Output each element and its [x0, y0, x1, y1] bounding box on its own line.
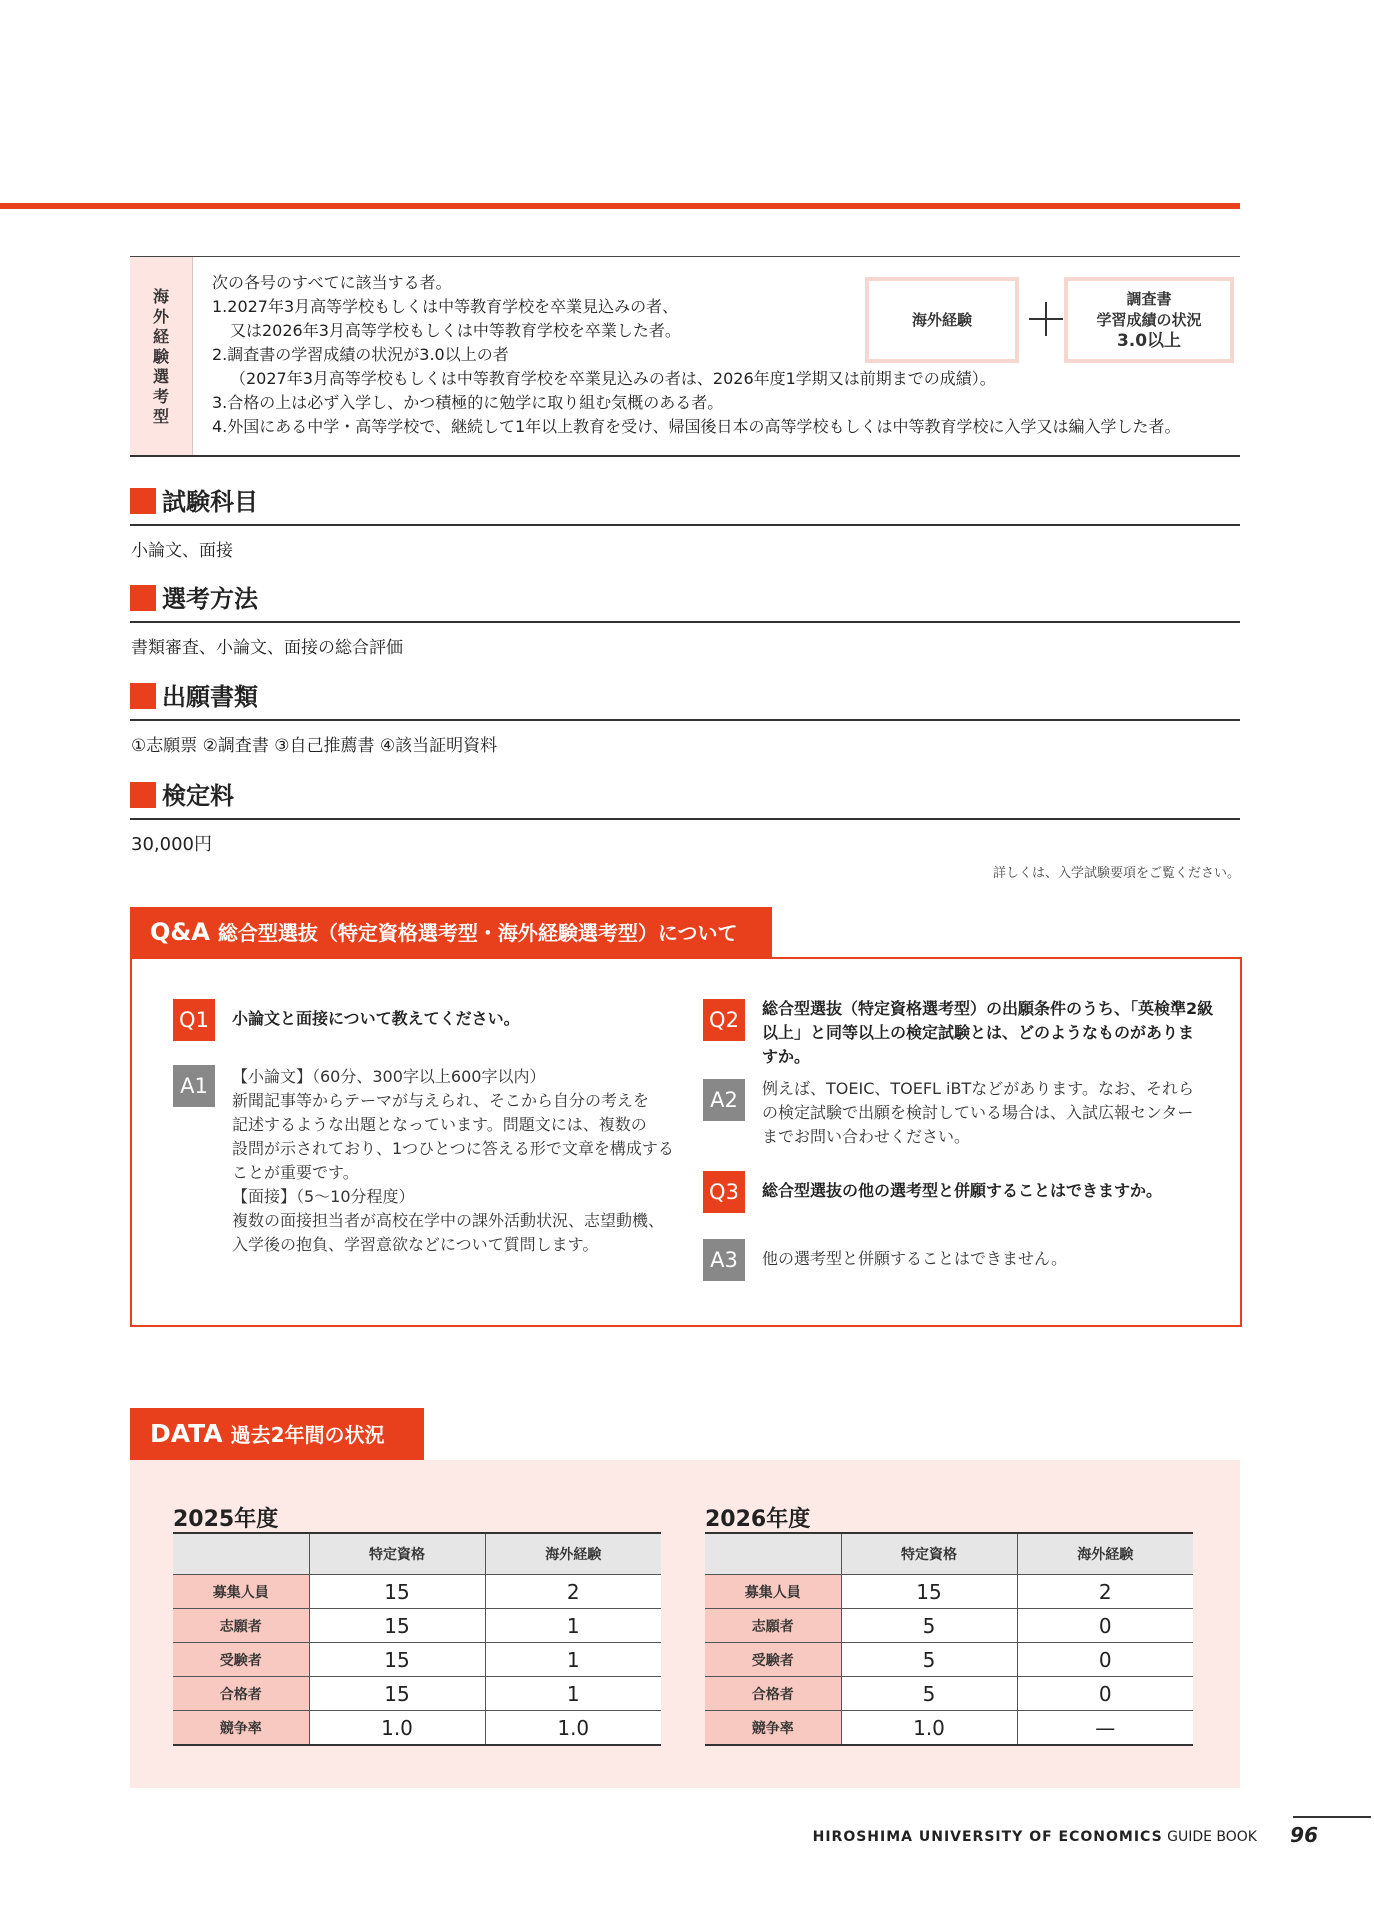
- section-heading-documents: [130, 679, 1240, 721]
- q3-text: [762, 1179, 1162, 1203]
- section-body-documents: ①志願票 ②調査書 ③自己推薦書 ④該当証明資料: [131, 736, 498, 756]
- table-row: [705, 1677, 1193, 1711]
- section-heading-subjects: [130, 484, 1240, 526]
- section-heading-fee: [130, 778, 1240, 820]
- a1-badge: A1: [173, 1065, 215, 1107]
- section-marker: [130, 782, 156, 808]
- row-header: 受験者: [705, 1643, 841, 1677]
- section-heading-method: [130, 581, 1240, 623]
- row-header: 競争率: [173, 1711, 309, 1746]
- table-cell: 1.0: [309, 1711, 485, 1746]
- table-corner: [173, 1533, 309, 1575]
- table-cell: 2: [1017, 1575, 1193, 1609]
- qa-tab-prefix: Q&A: [150, 918, 210, 946]
- stats-table-2025: [173, 1532, 661, 1746]
- q1-badge: Q1: [173, 999, 215, 1041]
- section-marker: [130, 585, 156, 611]
- eligibility-line: 2.調査書の学習成績の状況が3.0以上の者: [212, 345, 509, 364]
- table-cell: 1.0: [485, 1711, 661, 1746]
- section-title: 出願書類: [162, 683, 258, 711]
- qa-tab: [130, 907, 772, 957]
- section-marker: [130, 488, 156, 514]
- q2-line: 総合型選抜（特定資格選考型）の出願条件のうち、「英検準2級: [762, 999, 1214, 1018]
- table-row: [173, 1609, 661, 1643]
- a2-line: の検定試験で出願を検討している場合は、入試広報センター: [762, 1103, 1194, 1122]
- q2-line: すか。: [762, 1047, 811, 1066]
- table-cell: —: [1017, 1711, 1193, 1746]
- table-row: [173, 1711, 661, 1746]
- a2-text: [762, 1077, 1194, 1149]
- side-label-char: 外: [152, 307, 169, 326]
- eligibility-line: 1.2027年3月高等学校もしくは中等教育学校を卒業見込みの者、: [212, 297, 679, 316]
- a3-text: [762, 1247, 1067, 1271]
- side-label-char: 験: [152, 347, 169, 366]
- section-body-subjects: 小論文、面接: [131, 541, 233, 561]
- a1-line: 【面接】（5〜10分程度）: [232, 1187, 415, 1206]
- details-note: 詳しくは、入学試験要項をご覧ください。: [992, 866, 1240, 881]
- table-row: [705, 1609, 1193, 1643]
- row-header: 志願者: [705, 1609, 841, 1643]
- table-cell: 5: [841, 1643, 1017, 1677]
- a2-line: 例えば、TOEIC、TOEFL iBTなどがあります。なお、それら: [762, 1079, 1194, 1098]
- table-cell: 1: [485, 1677, 661, 1711]
- side-label-char: 型: [152, 407, 169, 426]
- table-row: [705, 1711, 1193, 1746]
- side-label-char: 海: [152, 287, 169, 306]
- table-row: [173, 1677, 661, 1711]
- page-number: 96: [1290, 1823, 1318, 1847]
- q2-line: 以上」と同等以上の検定試験とは、どのようなものがありま: [762, 1023, 1195, 1042]
- col-header: 海外経験: [485, 1533, 661, 1575]
- table-cell: 2: [485, 1575, 661, 1609]
- footer-brand-rest: GUIDE BOOK: [1162, 1829, 1257, 1845]
- condition-box-line: 調査書: [1126, 289, 1172, 308]
- section-title: 検定料: [162, 782, 234, 810]
- a2-line: までお問い合わせください。: [762, 1127, 971, 1146]
- table-row: [705, 1575, 1193, 1609]
- row-header: 合格者: [173, 1677, 309, 1711]
- q1-text: [232, 1007, 520, 1031]
- a3-badge: A3: [703, 1239, 745, 1281]
- data-tab: [130, 1408, 424, 1460]
- section-body-fee: 30,000円: [131, 834, 212, 855]
- condition-box-report: [1064, 277, 1234, 363]
- table-row: [705, 1643, 1193, 1677]
- side-label-char: 経: [152, 327, 169, 346]
- side-label-char: 選: [152, 367, 169, 386]
- qa-tab-title: 総合型選抜（特定資格選考型・海外経験選考型）について: [217, 921, 738, 945]
- data-tab-title: 過去2年間の状況: [230, 1423, 385, 1447]
- table-row: [173, 1643, 661, 1677]
- row-header: 志願者: [173, 1609, 309, 1643]
- row-header: 募集人員: [173, 1575, 309, 1609]
- plus-icon: [1029, 302, 1063, 336]
- section-title: 試験科目: [162, 488, 258, 516]
- footer-brand: [813, 1829, 1257, 1845]
- q3-line: 総合型選抜の他の選考型と併願することはできますか。: [762, 1181, 1163, 1200]
- a1-line: 【小論文】（60分、300字以上600字以内）: [232, 1067, 546, 1086]
- row-header: 合格者: [705, 1677, 841, 1711]
- col-header: 特定資格: [841, 1533, 1017, 1575]
- col-header: 特定資格: [309, 1533, 485, 1575]
- eligibility-line: 次の各号のすべてに該当する者。: [212, 273, 452, 292]
- condition-box-line: 3.0以上: [1116, 330, 1182, 351]
- table-cell: 15: [309, 1575, 485, 1609]
- q3-badge: Q3: [703, 1171, 745, 1213]
- table-cell: 5: [841, 1609, 1017, 1643]
- a1-line: 複数の面接担当者が高校在学中の課外活動状況、志望動機、: [232, 1211, 665, 1230]
- table-cell: 1.0: [841, 1711, 1017, 1746]
- a1-line: 入学後の抱負、学習意欲などについて質問します。: [232, 1235, 599, 1254]
- a1-line: 記述するような出題となっています。問題文には、複数の: [232, 1115, 647, 1134]
- stats-table-2026: [705, 1532, 1193, 1746]
- table-cell: 0: [1017, 1609, 1193, 1643]
- table-cell: 0: [1017, 1643, 1193, 1677]
- eligibility-side-label: [130, 257, 193, 455]
- q2-badge: Q2: [703, 999, 745, 1041]
- footer-brand-bold: HIROSHIMA UNIVERSITY OF ECONOMICS: [812, 1829, 1163, 1845]
- section-title: 選考方法: [162, 585, 258, 613]
- eligibility-line: 又は2026年3月高等学校もしくは中等教育学校を卒業した者。: [230, 321, 681, 340]
- year-label-2026: 2026年度: [705, 1507, 811, 1532]
- row-header: 競争率: [705, 1711, 841, 1746]
- qa-box: [130, 957, 1242, 1327]
- q2-text: [762, 997, 1213, 1069]
- table-cell: 1: [485, 1609, 661, 1643]
- year-label-2025: 2025年度: [173, 1507, 279, 1532]
- a1-line: ことが重要です。: [232, 1163, 359, 1182]
- condition-box-label: 海外経験: [911, 310, 972, 329]
- data-panel: [130, 1460, 1240, 1788]
- side-label-char: 考: [152, 387, 169, 406]
- a1-line: 新聞記事等からテーマが与えられ、そこから自分の考えを: [232, 1091, 649, 1110]
- a1-line: 設問が示されており、1つひとつに答える形で文章を構成する: [232, 1139, 674, 1158]
- eligibility-line: 3.合格の上は必ず入学し、かつ積極的に勉学に取り組む気概のある者。: [212, 393, 724, 412]
- section-body-method: 書類審査、小論文、面接の総合評価: [131, 638, 403, 658]
- condition-box-line: 学習成績の状況: [1096, 310, 1202, 329]
- top-accent-bar: [0, 203, 1240, 209]
- row-header: 受験者: [173, 1643, 309, 1677]
- table-cell: 5: [841, 1677, 1017, 1711]
- table-cell: 0: [1017, 1677, 1193, 1711]
- eligibility-line: 4.外国にある中学・高等学校で、継続して1年以上教育を受け、帰国後日本の高等学校もしくは中等教育学校に入学又は編入学した者。: [212, 417, 1181, 436]
- eligibility-line: （2027年3月高等学校もしくは中等教育学校を卒業見込みの者は、2026年度1学期又は前期までの成績）。: [230, 369, 996, 388]
- row-header: 募集人員: [705, 1575, 841, 1609]
- table-cell: 1: [485, 1643, 661, 1677]
- col-header: 海外経験: [1017, 1533, 1193, 1575]
- a3-line: 他の選考型と併願することはできません。: [762, 1249, 1067, 1268]
- a2-badge: A2: [703, 1079, 745, 1121]
- q1-line: 小論文と面接について教えてください。: [232, 1009, 520, 1028]
- data-tab-prefix: DATA: [150, 1419, 223, 1448]
- a1-text: [232, 1065, 674, 1257]
- table-cell: 15: [309, 1609, 485, 1643]
- table-corner: [705, 1533, 841, 1575]
- section-marker: [130, 683, 156, 709]
- page-number-rule: [1293, 1816, 1371, 1818]
- table-cell: 15: [841, 1575, 1017, 1609]
- table-cell: 15: [309, 1643, 485, 1677]
- table-row: [173, 1575, 661, 1609]
- table-cell: 15: [309, 1677, 485, 1711]
- condition-box-overseas: [865, 277, 1019, 363]
